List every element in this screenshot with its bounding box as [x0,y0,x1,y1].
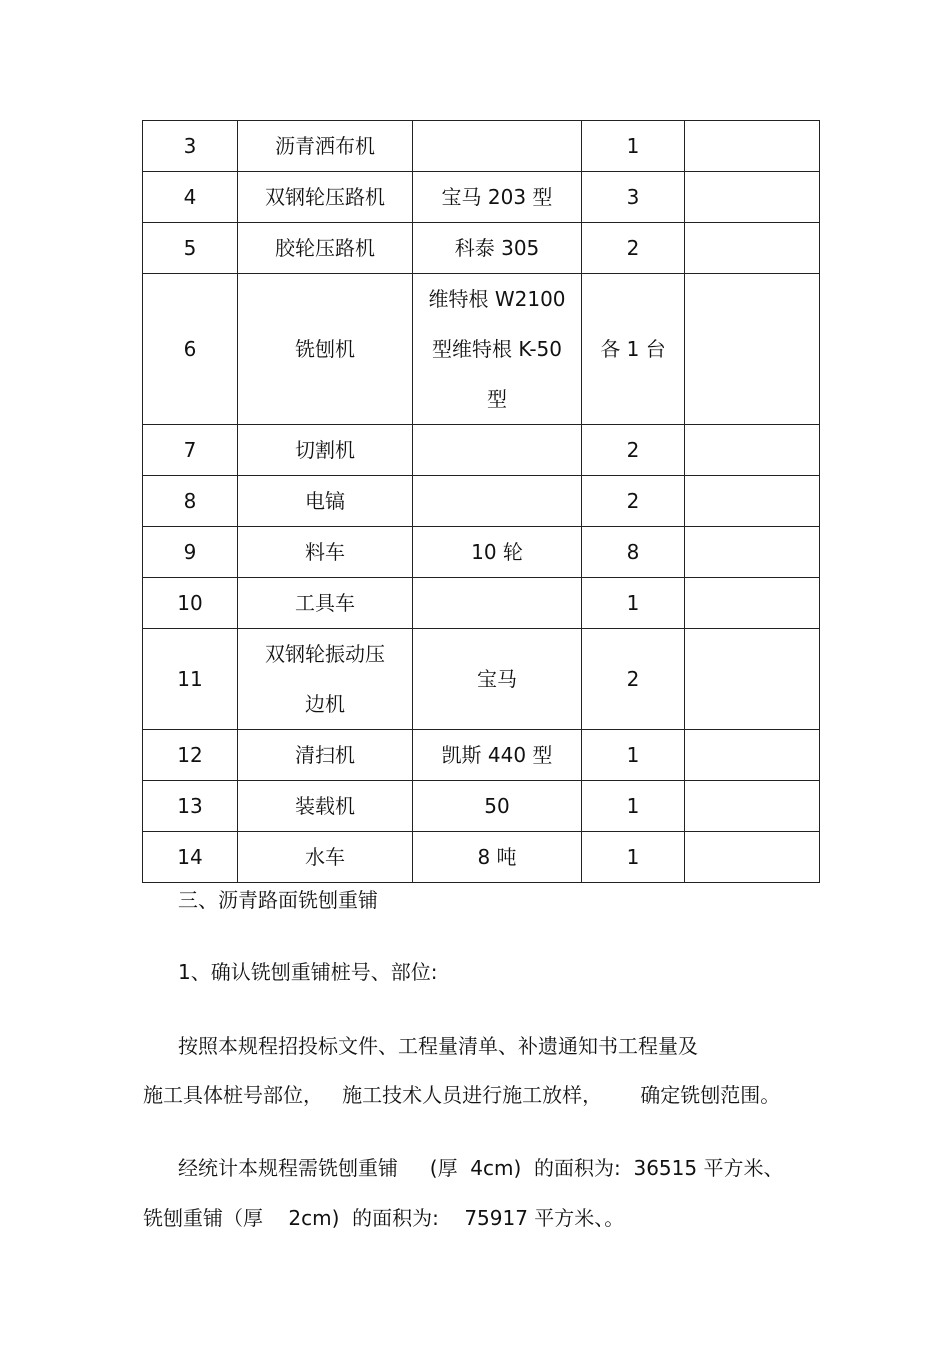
table-row [143,172,820,223]
cell-no: 11 [143,629,238,730]
cell-qty: 2 [582,629,685,730]
section-heading: 三、沥青路面铣刨重铺 [178,888,378,912]
cell-no: 5 [143,223,238,274]
cell-no: 8 [143,476,238,527]
cell-model: 科泰 305 [413,223,582,274]
table-row [143,274,820,425]
cell-note [685,476,820,527]
cell-qty: 各 1 台 [582,274,685,425]
cell-name: 沥青洒布机 [238,121,413,172]
cell-no: 14 [143,832,238,883]
cell-name: 双钢轮压路机 [238,172,413,223]
cell-name-line: 双钢轮振动压 [265,642,385,666]
cell-model-line: 型维特根 K-50 [431,337,563,361]
cell-no: 13 [143,781,238,832]
cell-note [685,121,820,172]
table-row [143,527,820,578]
cell-qty: 1 [582,578,685,629]
cell-model: 10 轮 [413,527,582,578]
cell-model [413,121,582,172]
table-row [143,781,820,832]
cell-name: 装载机 [238,781,413,832]
cell-name-line: 边机 [305,692,345,716]
cell-qty: 2 [582,223,685,274]
table-row [143,832,820,883]
cell-model-line: 型 [487,387,507,411]
cell-name: 清扫机 [238,730,413,781]
paragraph-line: 施工具体桩号部位， 施工技术人员进行施工放样， 确定铣刨范围。 [143,1083,781,1107]
cell-name: 工具车 [238,578,413,629]
table-row [143,223,820,274]
table-row [143,476,820,527]
cell-name [238,629,413,730]
cell-name: 胶轮压路机 [238,223,413,274]
cell-note [685,730,820,781]
cell-note [685,425,820,476]
table-row [143,629,820,730]
paragraph-line: 经统计本规程需铣刨重铺 (厚 4cm) 的面积为: 36515 平方米、 [178,1156,784,1180]
cell-note [685,223,820,274]
table-row [143,121,820,172]
cell-no: 10 [143,578,238,629]
cell-model: 宝马 [413,629,582,730]
cell-qty: 1 [582,730,685,781]
cell-no: 12 [143,730,238,781]
equipment-table [142,120,820,883]
cell-note [685,172,820,223]
cell-model-line: 维特根 W2100 [428,287,566,311]
cell-no: 9 [143,527,238,578]
cell-qty: 1 [582,781,685,832]
cell-model: 8 吨 [413,832,582,883]
table-row [143,730,820,781]
cell-no: 3 [143,121,238,172]
cell-note [685,629,820,730]
cell-qty: 1 [582,832,685,883]
cell-note [685,832,820,883]
cell-note [685,578,820,629]
table-row [143,578,820,629]
cell-note [685,274,820,425]
cell-qty: 2 [582,476,685,527]
cell-name: 水车 [238,832,413,883]
cell-name: 切割机 [238,425,413,476]
cell-no: 4 [143,172,238,223]
cell-model: 宝马 203 型 [413,172,582,223]
cell-note [685,527,820,578]
cell-qty: 8 [582,527,685,578]
cell-qty: 2 [582,425,685,476]
cell-model: 凯斯 440 型 [413,730,582,781]
cell-name: 料车 [238,527,413,578]
cell-model [413,425,582,476]
cell-qty: 3 [582,172,685,223]
paragraph-line: 按照本规程招投标文件、工程量清单、补遗通知书工程量及 [178,1034,698,1058]
cell-note [685,781,820,832]
sub-heading: 1、确认铣刨重铺桩号、部位: [178,960,438,984]
cell-no: 7 [143,425,238,476]
cell-name: 铣刨机 [238,274,413,425]
cell-qty: 1 [582,121,685,172]
paragraph-line: 铣刨重铺（厚 2cm) 的面积为: 75917 平方米、。 [143,1206,625,1230]
cell-model [413,274,582,425]
cell-name: 电镐 [238,476,413,527]
cell-model: 50 [413,781,582,832]
cell-no: 6 [143,274,238,425]
cell-model [413,578,582,629]
cell-model [413,476,582,527]
table-row [143,425,820,476]
